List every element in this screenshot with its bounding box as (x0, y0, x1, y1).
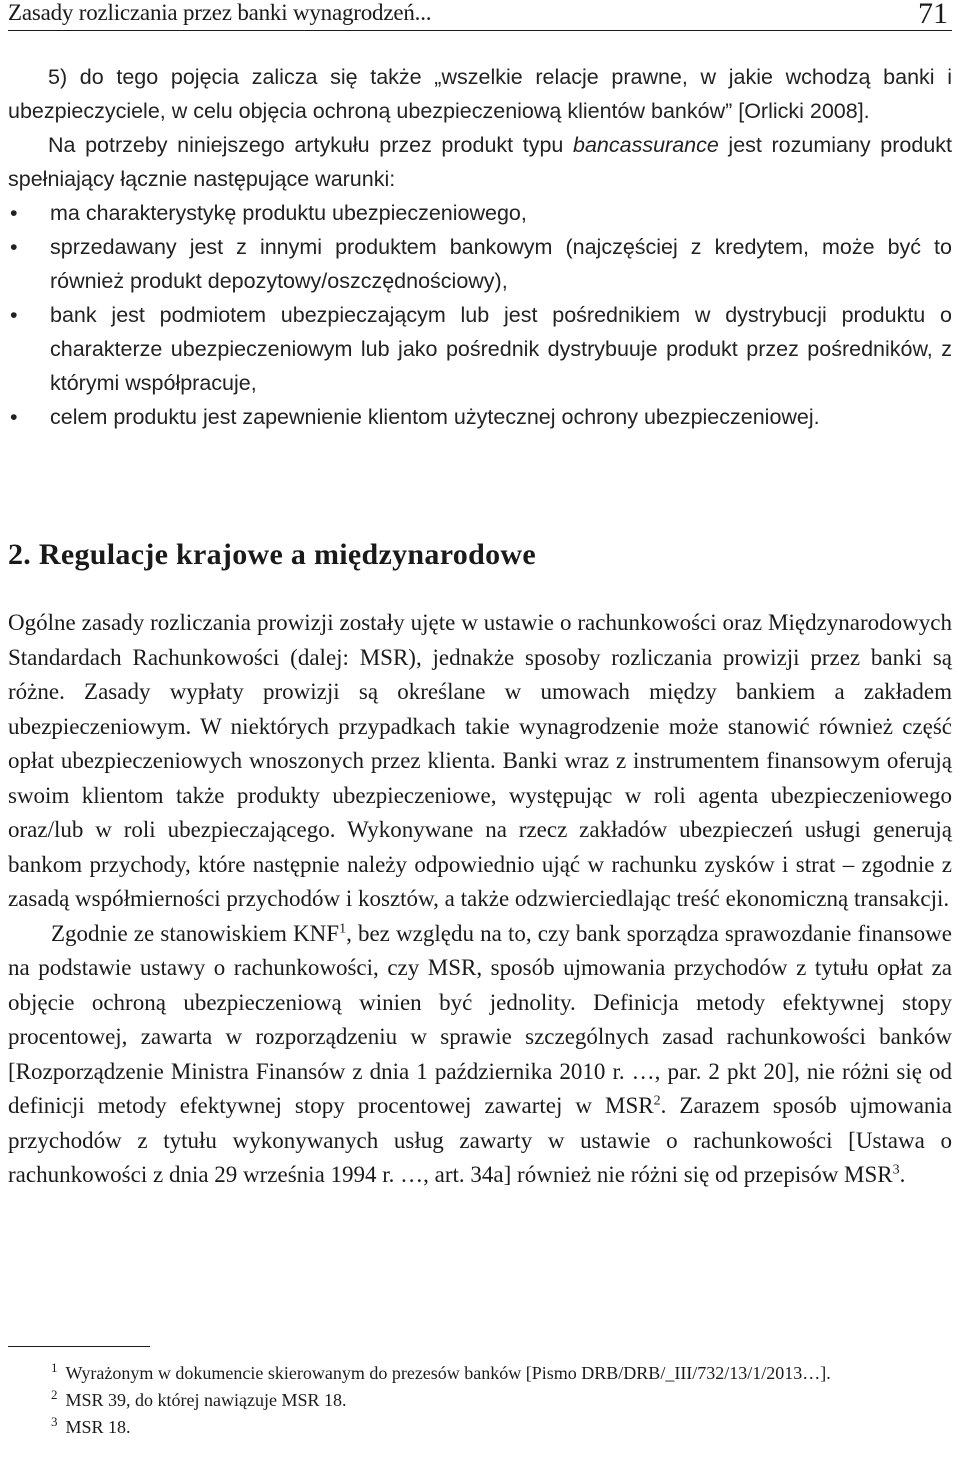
section-body (8, 606, 952, 1193)
footnote-separator (8, 1346, 150, 1347)
list-item: • ma charakterystykę produktu ubezpieczeniowego, (8, 196, 952, 230)
list-item: • sprzedawany jest z innymi produktem bankowym (najczęściej z kredytem, może być to również produkt depozytowy/oszczędnościowy), (8, 230, 952, 298)
running-title: Zasady rozliczania przez banki wynagrodzeń... (8, 0, 432, 25)
body-paragraph-1: Ogólne zasady rozliczania prowizji zostały ujęte w ustawie o rachunkowości oraz Międzynarodowych Standardach Rachunkowości (dalej: MSR), jednakże sposoby rozliczania prowizji przez banki są różne. Zasady wypłaty prowizji są określane w umowach między bankiem a zakładem ubezpieczeniowym. W niektórych przypadkach takie wynagrodzenie może stanowić również część opłat ubezpieczeniowych wnoszonych przez klienta. Banki wraz z instrumentem finansowym oferują swoim klientom także produkty ubezpieczeniowe, występując w roli agenta ubezpieczeniowego oraz/lub w roli ubezpieczającego. Wykonywane na rzecz zakładów ubezpieczeń usługi generują bankom przychody, które następnie należy odpowiednio ująć w rachunku zysków i strat – zgodnie z zasadą współmierności przychodów i kosztów, a także odzwierciedlając treść ekonomiczną transakcji. (8, 610, 952, 911)
intro-block (8, 60, 952, 434)
bullet-icon: • (10, 201, 18, 225)
list-item: • celem produktu jest zapewnienie klientom użytecznej ochrony ubezpieczeniowej. (8, 400, 952, 434)
footnote-2: $^2$ MSR 39, do której nawiązuje MSR 18. (51, 1387, 347, 1410)
bullet-icon: • (10, 235, 18, 259)
footnote-ref-1[interactable]: 1 (339, 920, 347, 936)
list-item-5: 5) do tego pojęcia zalicza się także „wszelkie relacje prawne, w jakie wchodzą banki i ubezpieczyciele, w celu objęcia ochroną ubezpieczeniową klientów banków” [Orlicki 2008]. (8, 65, 952, 123)
page-number: 71 (918, 0, 948, 30)
section-heading: 2. Regulacje krajowe a międzynarodowe (8, 538, 536, 571)
body-paragraph-2: Zgodnie ze stanowiskiem KNF$^1$, bez względu na to, czy bank sporządza sprawozdanie finansowe na podstawie ustawy o rachunkowości, czy MSR, sposób ujmowania przychodów z tytułu opłat za objęcie ochroną ubezpieczeniową winien być jednolity. Definicja metody efektywnej stopy procentowej, zawarta w rozporządzeniu w sprawie szczególnych zasad rachunkowości banków [Rozporządzenie Ministra Finansów z dnia 1 października 2010 r. …, par. 2 pkt 20], nie różni się od definicji metody efektywnej stopy procentowej zawartej w MSR$^2$. Zarazem sposób ujmowania przychodów z tytułu wykonywanych usług zawarty w ustawie o rachunkowości [Ustawa o rachunkowości z dnia 29 września 1994 r. …, art. 34a] również nie różni się od przepisów MSR$^3$. (8, 920, 952, 1187)
bullet-icon: • (10, 303, 18, 327)
footnote-ref-3[interactable]: 3 (892, 1162, 900, 1178)
footnote-ref-2[interactable]: 2 (653, 1093, 661, 1109)
bullet-icon: • (10, 405, 18, 429)
definition-term: bancassurance (573, 133, 719, 157)
definition-paragraph: Na potrzeby niniejszego artykułu przez produkt typu bancassurance jest rozumiany produkt spełniający łącznie następujące warunki: (8, 133, 953, 191)
conditions-list (8, 196, 952, 434)
footnote-1: $^1$ Wyrażonym w dokumencie skierowanym do prezesów banków [Pismo DRB/DRB/_III/732/13/1/2013…]. (51, 1360, 831, 1383)
list-item: • bank jest podmiotem ubezpieczającym lub jest pośrednikiem w dystrybucji produktu o charakterze ubezpieczeniowym lub jako pośrednik dystrybuuje produkt przez pośredników, z którymi współpracuje, (8, 298, 952, 400)
running-header (8, 0, 952, 31)
footnotes (8, 1360, 952, 1441)
footnote-3: $^3$ MSR 18. (51, 1414, 131, 1437)
